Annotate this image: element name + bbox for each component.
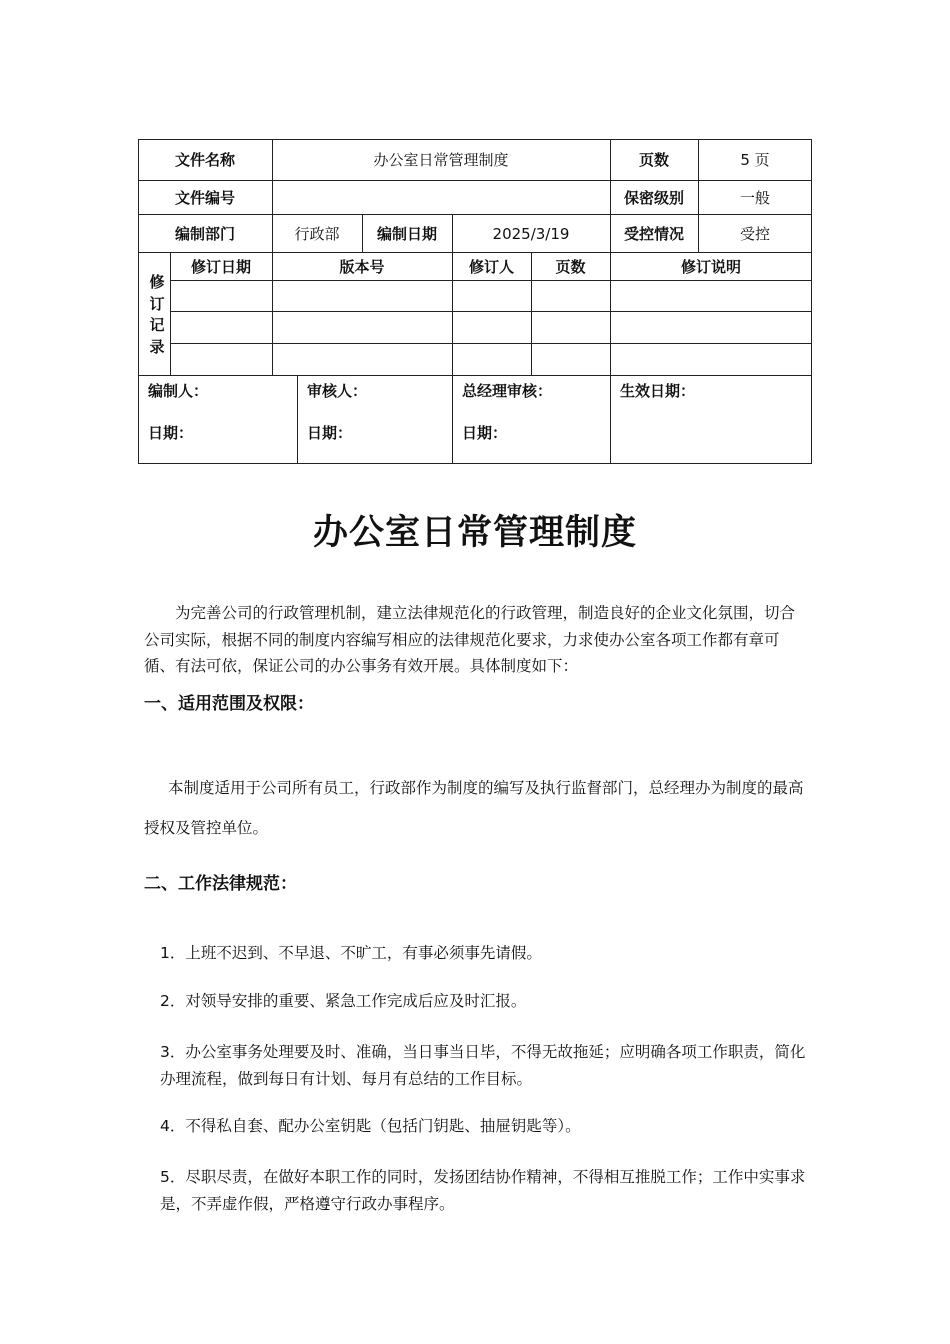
doc-no-value: [272, 180, 610, 215]
gm-review-date-label: 日期：: [462, 424, 508, 442]
revision-pages-header: 页数: [555, 257, 586, 276]
dept-label: 编制部门: [174, 225, 235, 243]
editor-label: 编制人：: [148, 382, 209, 400]
editor-date-label: 日期：: [148, 424, 194, 442]
date-value: 2025/3/19: [492, 224, 570, 243]
rule-item-5: 5．尽职尽责，在做好本职工作的同时，发扬团结协作精神，不得相互推脱工作；工作中实事求是，不弄虚作假，严格遵守行政办事程序。: [160, 1168, 806, 1213]
secrecy-value: 一般: [739, 189, 770, 207]
pages-label: 页数: [638, 151, 669, 169]
dept-value: 行政部: [294, 225, 340, 243]
doc-name-label: 文件名称: [174, 151, 235, 169]
rule-item-4: 4．不得私自套、配办公室钥匙（包括门钥匙、抽屉钥匙等）。: [160, 1117, 581, 1135]
table-rule: [138, 375, 812, 376]
revision-date-header: 修订日期: [190, 257, 251, 276]
rule-item-3: 3．办公室事务处理要及时、准确，当日事当日毕，不得无故拖延；应明确各项工作职责，简化办理流程，做到每日有计划、每月有总结的工作目标。: [160, 1043, 806, 1088]
control-label: 受控情况: [623, 225, 684, 243]
date-label: 编制日期: [376, 225, 437, 243]
table-rule: [170, 280, 812, 281]
reviewer-label: 审核人：: [307, 382, 368, 400]
section-1-heading: 一、适用范围及权限：: [144, 694, 314, 714]
reviewer-date-label: 日期：: [307, 424, 353, 442]
intro-paragraph: 为完善公司的行政管理机制，建立法律规范化的行政管理，制造良好的企业文化氛围，切合公司实际，根据不同的制度内容编写相应的法律规范化要求，力求使办公室各项工作都有章可循、有法可依，保证公司的办公事务有效开展。具体制度如下：: [144, 604, 796, 675]
document-title: 办公室日常管理制度: [312, 513, 637, 553]
section-1-body: 本制度适用于公司所有员工，行政部作为制度的编写及执行监督部门，总经理办为制度的最高授权及管控单位。: [144, 779, 804, 837]
table-rule: [297, 375, 298, 464]
table-rule: [170, 311, 812, 312]
revision-version-header: 版本号: [339, 257, 385, 276]
doc-no-label: 文件编号: [174, 189, 235, 207]
secrecy-label: 保密级别: [623, 189, 684, 207]
control-value: 受控: [739, 225, 770, 243]
revision-note-header: 修订说明: [680, 257, 741, 276]
revision-editor-header: 修订人: [468, 257, 514, 276]
rule-item-2: 2．对领导安排的重要、紧急工作完成后应及时汇报。: [160, 992, 527, 1010]
rule-item-1: 1．上班不迟到、不早退、不旷工，有事必须事先请假。: [160, 944, 542, 962]
gm-review-label: 总经理审核：: [462, 382, 553, 400]
doc-name-value: 办公室日常管理制度: [373, 151, 509, 169]
revision-record-label: 修 订 记 录: [149, 273, 165, 356]
effective-date-label: 生效日期：: [620, 382, 696, 400]
section-2-heading: 二、工作法律规范：: [144, 874, 297, 894]
table-rule: [170, 343, 812, 344]
pages-value: 5 页: [740, 151, 770, 169]
